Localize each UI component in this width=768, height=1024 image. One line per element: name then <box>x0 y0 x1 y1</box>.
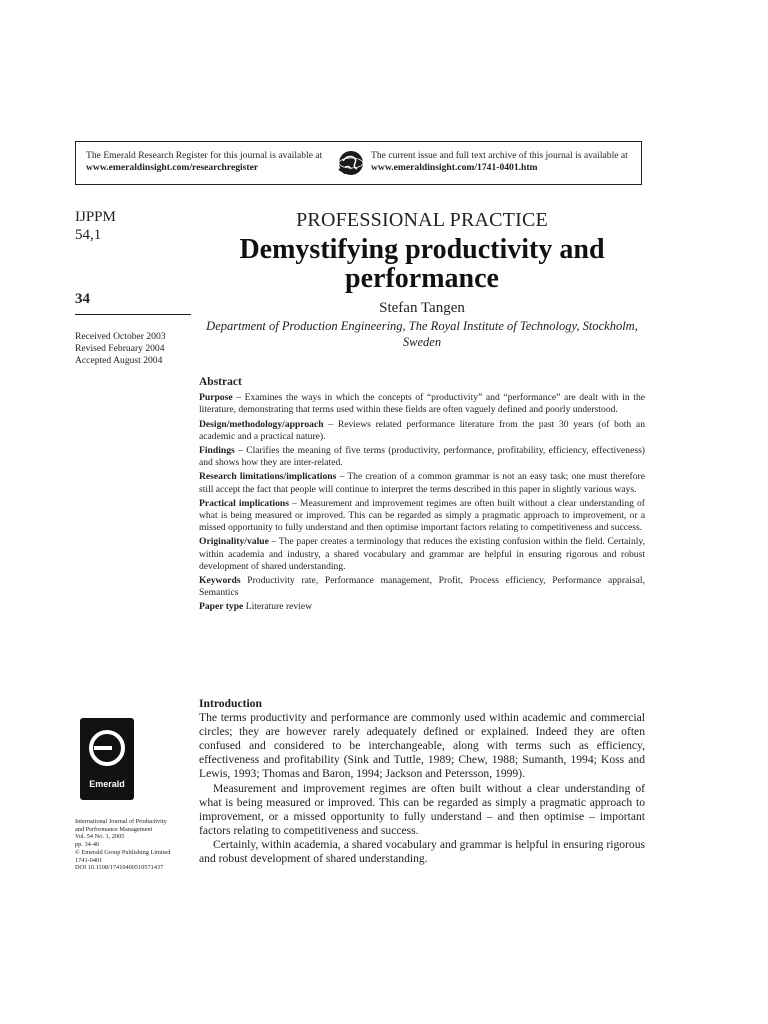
abstract-paper-type <box>199 601 645 613</box>
abstract-label: Design/methodology/approach <box>199 418 324 430</box>
abstract-heading: Abstract <box>199 376 242 388</box>
author-name: Stefan Tangen <box>379 300 465 316</box>
abstract-label: Research limitations/implications <box>199 471 337 483</box>
abstract-text: – Reviews related performance literature from the past 30 years (of both an academic and a practical nature). <box>199 418 645 442</box>
received-date: Received October 2003 <box>75 331 166 342</box>
abstract-label: Keywords <box>199 575 241 587</box>
journal-code-block <box>75 208 116 244</box>
pub-pages: pp. 34-46 <box>75 841 100 849</box>
submission-dates <box>75 331 166 367</box>
author-affiliation: Department of Production Engineering, The Royal Institute of Technology, Stockholm, Sweden <box>206 319 638 349</box>
page-number-rule <box>75 314 191 315</box>
abstract-text: Literature review <box>243 601 313 613</box>
introduction-paragraph: Certainly, within academia, a shared vocabulary and grammar is helpful in ensuring rigorous and robust development of shared understanding. <box>199 837 645 866</box>
introduction-heading: Introduction <box>199 697 262 710</box>
abstract-label: Practical implications <box>199 497 289 509</box>
pub-copyright: © Emerald Group Publishing Limited <box>75 848 171 856</box>
research-register-box <box>75 141 642 185</box>
journal-volume: 54,1 <box>75 227 102 243</box>
abstract-practical <box>199 498 645 535</box>
pub-volume: Vol. 54 No. 1, 2005 <box>75 833 125 841</box>
abstract-text: – The creation of a common grammar is not an easy task; one must therefore still accept the fact that people will continue to interpret the terms described in this paper in slightly various ways. <box>199 471 646 495</box>
abstract-text: – The paper creates a terminology that reduces the existing confusion within the field. Certainly, within academia and industry, a shared vocabulary and grammar are helpful in ensuring rigorous and robust development of shared understanding. <box>199 536 645 572</box>
abstract-findings <box>199 445 645 469</box>
introduction-paragraph: Measurement and improvement regimes are often built without a clear understanding of what is being measured or improved. This can be regarded as simply a pragmatic approach to improvement, or a missed opportunity to fully understand – and then optimise – important factors relating to competitiveness and success. <box>199 781 645 837</box>
accepted-date: Accepted August 2004 <box>75 355 163 366</box>
globe-hand-icon <box>335 147 367 179</box>
abstract-purpose <box>199 392 645 416</box>
register-left-text: The Emerald Research Register for this journal is available at <box>86 150 323 161</box>
abstract-text: – Measurement and improvement regimes are often built without a clear understanding of what is being measured or improved. This can be regarded as simply a pragmatic approach to improvement, or a missed opportunity to fully understand and then optimise important factors relating to competitiveness and success. <box>199 497 645 534</box>
introduction <box>199 697 645 866</box>
abstract-text: – Examines the ways in which the concepts of “productivity” and “performance” are dealt with in the literature, demonstrating that terms used within these fields are often vaguely defined and poorly understood. <box>199 392 645 416</box>
journal-code: IJPPM <box>75 209 116 225</box>
abstract-label: Paper type <box>199 601 244 613</box>
abstract-label: Originality/value <box>199 536 269 548</box>
abstract-text: Productivity rate, Performance management, Profit, Process efficiency, Performance appraisal, Semantics <box>199 575 645 599</box>
abstract-originality <box>199 536 645 573</box>
page-number: 34 <box>75 291 90 307</box>
register-left-url[interactable]: www.emeraldinsight.com/researchregister <box>86 162 259 173</box>
section-label: PROFESSIONAL PRACTICE <box>296 209 548 231</box>
pub-journal-line1: International Journal of Productivity <box>75 818 167 825</box>
pub-doi: DOI 10.1108/17410400510571437 <box>75 864 164 872</box>
abstract-limitations <box>199 471 645 495</box>
abstract-keywords <box>199 575 645 599</box>
abstract-label: Purpose <box>199 392 233 404</box>
abstract-text: – Clarifies the meaning of five terms (productivity, performance, profitability, efficiency, effectiveness) and shows how they are inter-related. <box>199 445 645 469</box>
register-right <box>371 150 641 174</box>
abstract-design <box>199 419 645 443</box>
pub-issn: 1741-0401 <box>75 856 103 864</box>
pub-journal-line2: and Performance Management <box>75 825 153 833</box>
abstract-label: Findings <box>199 445 235 457</box>
introduction-paragraph: The terms productivity and performance are commonly used within academic and commercial circles; they are however rarely adequately defined or explained. Indeed they are often confused and considered to be interchangeable, along with terms such as efficiency, effectiveness and profitability (Sink and Tuttle, 1989; Chew, 1988; Sumanth, 1994; Koss and Lewis, 1993; Thomas and Baron, 1994; Jackson and Petersson, 1999). <box>199 711 645 781</box>
register-right-text: The current issue and full text archive of this journal is available at <box>371 150 628 161</box>
register-left <box>86 150 346 174</box>
register-right-url[interactable]: www.emeraldinsight.com/1741-0401.htm <box>371 162 538 173</box>
emerald-logo-text: Emerald <box>89 779 125 789</box>
abstract <box>199 376 645 616</box>
article-title: Demystifying productivity and performance <box>239 234 605 294</box>
publication-info <box>75 818 197 872</box>
revised-date: Revised February 2004 <box>75 343 165 354</box>
